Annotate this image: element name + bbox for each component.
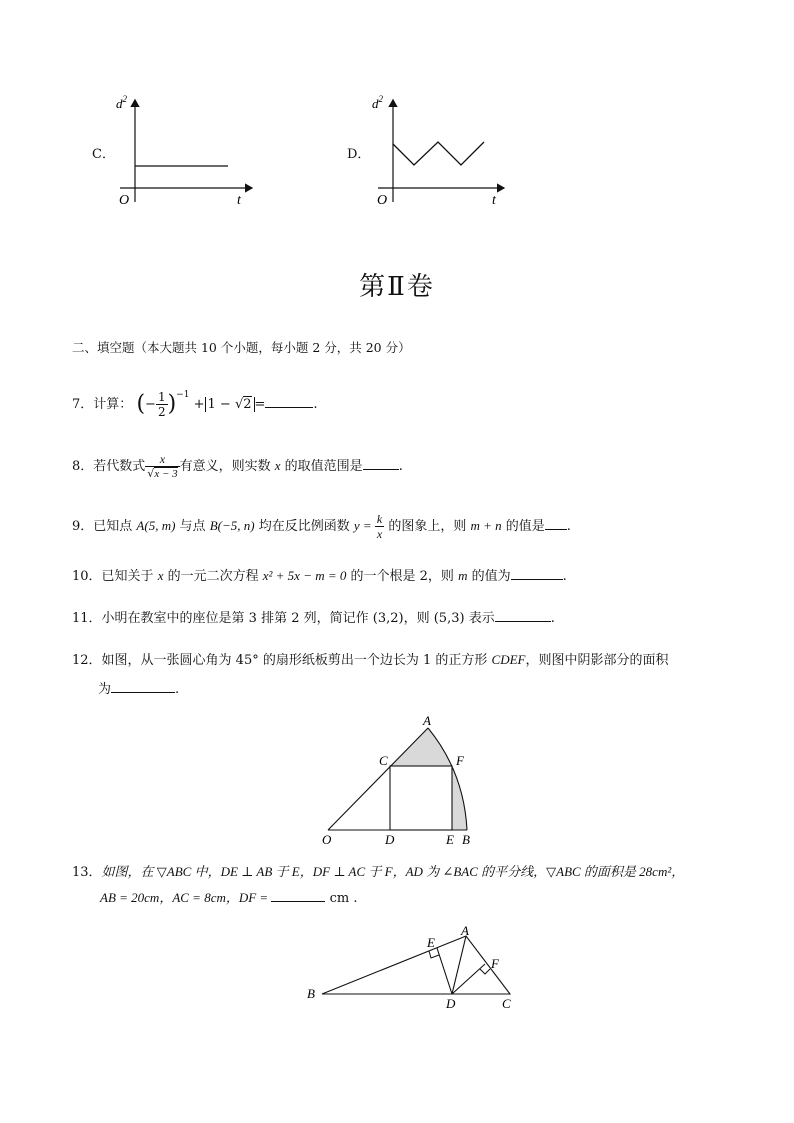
- q8-answer-blank[interactable]: [363, 455, 399, 470]
- q10-pre: 已知关于: [101, 569, 158, 584]
- figure-13: [300, 922, 530, 1014]
- q12-answer-blank[interactable]: [111, 678, 175, 693]
- q7-equals: =: [254, 397, 266, 412]
- q9-point-b: B(−5, n): [209, 518, 255, 533]
- graph-d-y-label: $d^2$: [372, 94, 383, 111]
- q7-exponent: −1: [176, 389, 190, 400]
- q12-line1: 如图，从一张圆心角为 45° 的扇形纸板剪出一个边长为 1 的正方形: [101, 653, 492, 668]
- q7-sqrt: √2: [234, 397, 252, 412]
- q7-fraction: $\frac{1}{2}$: [157, 390, 166, 419]
- q9-mid: 与点: [175, 519, 210, 534]
- q11-number: 11．: [72, 611, 102, 626]
- q10-period: .: [562, 569, 567, 584]
- fig12-label-b: B: [462, 832, 470, 847]
- fig13-label-f: F: [491, 956, 499, 971]
- fig13-line-df: [452, 964, 485, 994]
- fig13-label-a: A: [461, 923, 469, 938]
- graph-c-origin: O: [119, 193, 130, 208]
- fig12-label-a: A: [423, 713, 431, 728]
- q13-line1: 如图，在 ▽ABC 中，DE ⊥ AB 于 E，DF ⊥ AC 于 F，AD 为 ∠BAC 的平分线，▽ABC 的面积是 28cm²，: [101, 864, 685, 879]
- q10-var: x: [157, 568, 164, 583]
- q10-answer-blank[interactable]: [511, 565, 563, 580]
- section-title: 第Ⅱ卷: [359, 272, 435, 302]
- question-12: [72, 650, 669, 671]
- fig12-label-e: E: [446, 832, 454, 847]
- graph-d-curve: [393, 142, 484, 165]
- fig13-right-angle-e: [429, 951, 439, 958]
- q12-number: 12．: [72, 653, 102, 668]
- q11-answer-blank[interactable]: [495, 607, 551, 622]
- q12-line1b: ，则图中阴影部分的面积: [525, 653, 669, 668]
- q8-fraction: $\frac{x}{√x - 3}$: [147, 452, 178, 480]
- graph-c-y-label: $d^2$: [116, 94, 127, 111]
- fig13-label-c: C: [502, 996, 511, 1011]
- question-9: [72, 512, 571, 541]
- q9-mid2: 均在反比例函数: [254, 519, 354, 534]
- q10-mid: 的一元二次方程: [163, 569, 263, 584]
- q11-post: 表示: [464, 611, 495, 626]
- option-d-label: D．: [347, 147, 371, 162]
- fig13-line-ad: [452, 936, 466, 994]
- option-c-label: C．: [92, 147, 115, 162]
- q10-post: 的值为: [467, 569, 511, 584]
- q11-pre: 小明在教室中的座位是第 3 排第 2 列，简记作: [101, 611, 373, 626]
- q8-post: 有意义，则实数: [179, 459, 275, 474]
- q8-post2: 的取值范围是: [280, 459, 363, 474]
- fig12-label-d: D: [385, 832, 395, 847]
- fig12-label-c: C: [379, 753, 388, 768]
- q13-line2a: AB = 20cm，AC = 8cm，DF =: [100, 890, 272, 905]
- fig13-label-e: E: [427, 935, 435, 950]
- q9-fraction: $\frac{k}{x}$: [376, 512, 383, 541]
- q11-period: .: [550, 611, 555, 626]
- q10-number: 10．: [72, 569, 102, 584]
- q13-answer-blank[interactable]: [271, 887, 325, 902]
- fig12-square: [390, 766, 452, 830]
- q8-period: .: [398, 459, 403, 474]
- q10-equation: x² + 5x − m = 0: [262, 568, 347, 583]
- q7-abs-inner: 1 −: [207, 397, 235, 412]
- q11-mid: ，则: [403, 611, 434, 626]
- fig13-label-d: D: [446, 996, 456, 1011]
- q11-pair2: (5,3): [433, 611, 465, 626]
- q12-square: CDEF: [491, 652, 526, 667]
- q13-line2b: cm .: [325, 891, 358, 906]
- q7-text: 计算：: [93, 397, 133, 412]
- question-12-line2: [98, 678, 179, 700]
- q7-number: 7．: [72, 397, 94, 412]
- q10-var2: m: [458, 568, 468, 583]
- question-7: 7．计算： (− $\frac{1}{2}$ )$^{-1}$ + 1 − √2 = .: [72, 389, 318, 419]
- q9-func: y =: [353, 518, 375, 533]
- q9-post: 的图象上，则: [384, 519, 471, 534]
- graph-c: [110, 92, 260, 210]
- question-13: [72, 862, 684, 883]
- q8-var: x: [274, 458, 281, 473]
- q9-period: .: [566, 519, 571, 534]
- q9-expr: m + n: [470, 518, 502, 533]
- q9-number: 9．: [72, 519, 94, 534]
- fig13-right-angle-f: [480, 969, 490, 974]
- graph-d-origin: O: [377, 193, 388, 208]
- fig13-label-b: B: [307, 986, 315, 1001]
- q7-minus: −: [145, 397, 156, 412]
- graph-c-x-label: t: [237, 193, 241, 208]
- q10-mid2: 的一个根是 2，则: [346, 569, 459, 584]
- q7-plus: +: [193, 397, 205, 412]
- question-10: [72, 565, 567, 587]
- fig12-label-f: F: [456, 753, 464, 768]
- question-13-line2: [100, 887, 357, 909]
- fig13-triangle: [322, 936, 510, 994]
- q8-number: 8．: [72, 459, 94, 474]
- question-8: [72, 452, 403, 481]
- q9-point-a: A(5, m): [136, 518, 176, 533]
- q12-line2: 为: [98, 682, 112, 697]
- fig12-shade-top: [390, 728, 452, 766]
- section-heading: 二、填空题（本大题共 10 个小题，每小题 2 分，共 20 分）: [72, 340, 411, 355]
- fig12-label-o: O: [322, 832, 332, 847]
- q7-answer-blank[interactable]: [265, 393, 313, 408]
- fig13-line-de: [437, 948, 452, 994]
- q11-pair1: (3,2): [372, 611, 404, 626]
- q9-post2: 的值是: [501, 519, 545, 534]
- q12-period: .: [175, 682, 180, 697]
- q7-period: .: [313, 397, 318, 412]
- q8-pre: 若代数式: [93, 459, 146, 474]
- fig12-line-oa: [328, 728, 428, 830]
- graph-d: [368, 92, 518, 210]
- q9-pre: 已知点: [93, 519, 137, 534]
- graph-d-x-label: t: [492, 193, 496, 208]
- q13-number: 13．: [72, 865, 102, 880]
- fig12-shade-right: [452, 766, 467, 830]
- q9-answer-blank[interactable]: [545, 515, 567, 530]
- question-11: [72, 607, 555, 629]
- figure-12: [310, 712, 490, 848]
